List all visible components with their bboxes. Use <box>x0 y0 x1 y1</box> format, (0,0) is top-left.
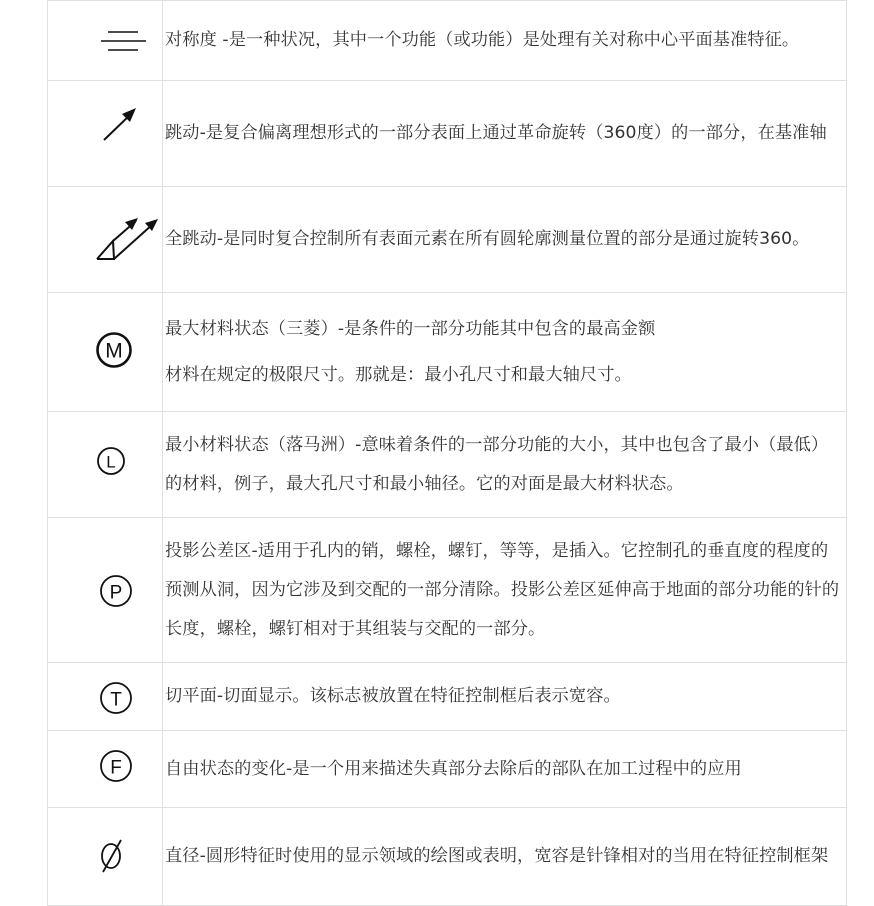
tangent-plane-icon <box>48 663 162 731</box>
symbol-cell <box>48 187 163 293</box>
table-row <box>48 412 847 518</box>
description-text: 直径-圆形特征时使用的显示领域的绘图或表明，宽容是针锋相对的当用在特征控制框架 <box>165 846 829 866</box>
description-text: 最大材料状态（三菱）-是条件的一部分功能其中包含的最高金额 <box>165 318 656 339</box>
symbol-cell <box>48 808 163 906</box>
symbol-cell <box>48 1 163 81</box>
table-row <box>48 81 847 187</box>
table-row <box>48 731 847 808</box>
description-cell <box>163 518 847 663</box>
description-cell <box>163 1 847 81</box>
description-cell <box>163 81 847 187</box>
description-text: 自由状态的变化-是一个用来描述失真部分去除后的部队在加工过程中的应用 <box>165 758 742 779</box>
circular-runout-icon <box>48 81 162 187</box>
description-cell <box>163 808 847 906</box>
symbol-table-container <box>47 0 840 906</box>
description-cell <box>163 663 847 731</box>
description-text: 切平面-切面显示。该标志被放置在特征控制框后表示宽容。 <box>165 686 621 706</box>
table-row <box>48 1 847 81</box>
description-text: 对称度 -是一种状况，其中一个功能（或功能）是处理有关对称中心平面基准特征。 <box>165 30 800 50</box>
table-row <box>48 293 847 412</box>
gdt-symbol-table <box>47 0 847 906</box>
description-text: 投影公差区-适用于孔内的销，螺栓，螺钉，等等，是插入。它控制孔的垂直度的程度的预测从洞，因为它涉及到交配的一部分清除。投影公差区延伸高于地面的部分功能的针的长度，螺栓，螺钉相对于其组装与交配的一部分。 <box>165 540 840 639</box>
symbol-letter: M <box>105 339 123 363</box>
description-text: 最小材料状态（落马洲）-意味着条件的一部分功能的大小，其中也包含了最小（最低）的材料，例子，最大孔尺寸和最小轴径。它的对面是最大材料状态。 <box>165 434 829 494</box>
symbol-cell <box>48 412 163 518</box>
projected-tolerance-zone-icon <box>48 518 162 663</box>
table-row <box>48 808 847 906</box>
maximum-material-condition-icon <box>48 293 162 412</box>
description-cell <box>163 412 847 518</box>
least-material-condition-icon <box>48 412 162 518</box>
symmetry-icon <box>48 1 162 81</box>
symbol-cell <box>48 518 163 663</box>
symbol-letter: L <box>106 452 116 472</box>
table-row <box>48 187 847 293</box>
description-text: 全跳动-是同时复合控制所有表面元素在所有圆轮廓测量位置的部分是通过旋转360。 <box>165 229 810 249</box>
description-cell <box>163 293 847 412</box>
symbol-cell <box>48 663 163 731</box>
table-row <box>48 663 847 731</box>
diameter-icon <box>48 808 162 906</box>
symbol-letter: T <box>110 689 122 711</box>
symbol-cell <box>48 731 163 808</box>
free-state-icon <box>48 731 162 808</box>
description-cell <box>163 731 847 808</box>
symbol-cell <box>48 81 163 187</box>
total-runout-icon <box>48 187 162 293</box>
symbol-letter: F <box>110 757 122 779</box>
description-text: 材料在规定的极限尺寸。那就是：最小孔尺寸和最大轴尺寸。 <box>165 364 632 385</box>
table-row <box>48 518 847 663</box>
symbol-cell <box>48 293 163 412</box>
description-cell <box>163 187 847 293</box>
symbol-letter: P <box>109 582 123 604</box>
description-text: 跳动-是复合偏离理想形式的一部分表面上通过革命旋转（360度）的一部分，在基准轴 <box>165 123 827 143</box>
